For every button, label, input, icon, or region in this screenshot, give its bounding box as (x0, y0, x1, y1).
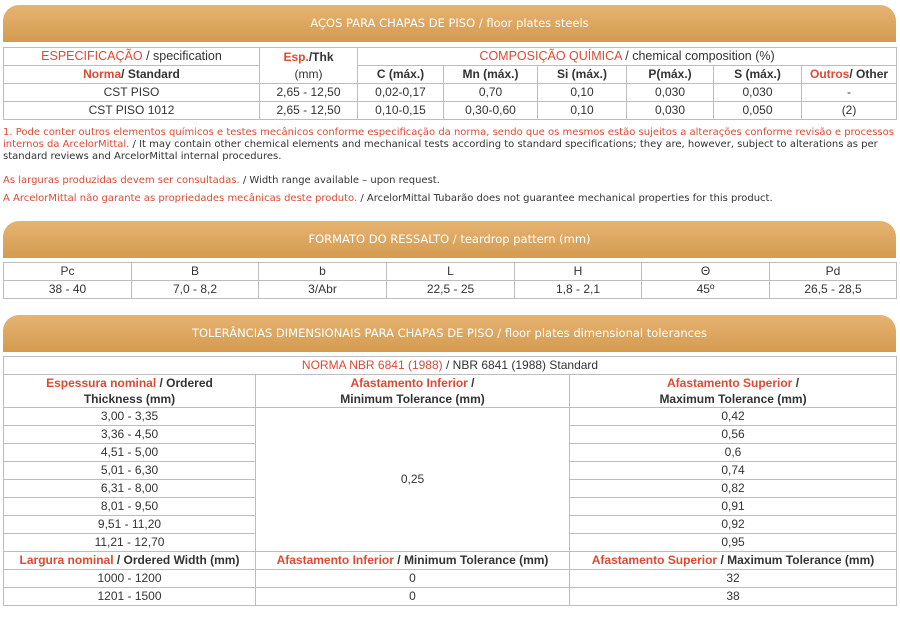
thickness-range: 8,01 - 9,50 (4, 498, 256, 516)
value-pd: 26,5 - 28,5 (770, 281, 897, 299)
si-value: 0,10 (538, 102, 627, 120)
standard-name: CST PISO 1012 (4, 102, 260, 120)
max-tolerance-value: 0,92 (570, 516, 897, 534)
section-header-tolerances: TOLERÂNCIAS DIMENSIONAIS PARA CHAPAS DE PISO / floor plates dimensional tolerances (3, 315, 896, 352)
value-theta: 45º (642, 281, 770, 299)
si-value: 0,10 (538, 84, 627, 102)
note-1: 1. Pode conter outros elementos químicos e testes mecânicos conforme especificação da norma, sendo que os mesmos estão sujeitos a alterações conforme revisão e processos internos da ArcelorMittal. / It may contain other chemical elements and mechanical tests according to standard specifications; they are, however, subject to alterations as per standard reviews and ArcelorMittal internal procedures. (3, 127, 894, 162)
composition-header: COMPOSIÇÃO QUÍMICA / chemical composition (%) (358, 48, 897, 66)
p-value: 0,030 (627, 102, 714, 120)
thickness-range: 6,31 - 8,00 (4, 480, 256, 498)
spec-header: ESPECIFICAÇÃO / specification (4, 48, 260, 66)
col-c-header: C (máx.) (358, 66, 444, 84)
table-row (4, 281, 897, 299)
col-other-header: Outros/ Other (802, 66, 897, 84)
mn-value: 0,70 (444, 84, 538, 102)
max-tolerance-value: 0,95 (570, 534, 897, 552)
max-tolerance-value: 0,42 (570, 408, 897, 426)
standard-name: CST PISO (4, 84, 260, 102)
thickness-range: 3,36 - 4,50 (4, 426, 256, 444)
s-value: 0,050 (714, 102, 802, 120)
s-value: 0,030 (714, 84, 802, 102)
header-pc: Pc (4, 263, 132, 281)
standard-caption: NORMA NBR 6841 (1988) / NBR 6841 (1988) Standard (4, 357, 897, 375)
thickness-range: 11,21 - 12,70 (4, 534, 256, 552)
header-b-lower: b (259, 263, 387, 281)
width-max-value: 38 (570, 588, 897, 606)
other-value: (2) (802, 102, 897, 120)
value-b-upper: 7,0 - 8,2 (132, 281, 259, 299)
value-b-lower: 3/Abr (259, 281, 387, 299)
thickness-range: 3,00 - 3,35 (4, 408, 256, 426)
thickness-col-header: Espessura nominal / Ordered Thickness (mm) (4, 375, 256, 408)
note-2: As larguras produzidas devem ser consultadas. / Width range available – upon request. (3, 175, 440, 186)
teardrop-table (3, 262, 897, 299)
table-row (4, 588, 897, 606)
min-tolerance-value: 0,25 (256, 408, 570, 552)
p-value: 0,030 (627, 84, 714, 102)
value-l: 22,5 - 25 (387, 281, 515, 299)
thickness-value: 2,65 - 12,50 (260, 102, 358, 120)
max-tolerance-value: 0,74 (570, 462, 897, 480)
max-tolerance-value: 0,56 (570, 426, 897, 444)
min-tolerance-col-header: Afastamento Inferior / Minimum Tolerance (mm) (256, 375, 570, 408)
thickness-header: Esp./Thk (mm) (260, 48, 358, 84)
width-min-value: 0 (256, 588, 570, 606)
col-p-header: P(máx.) (627, 66, 714, 84)
value-pc: 38 - 40 (4, 281, 132, 299)
header-pd: Pd (770, 263, 897, 281)
width-range: 1000 - 1200 (4, 570, 256, 588)
table-row (4, 408, 897, 426)
col-s-header: S (máx.) (714, 66, 802, 84)
thickness-range: 4,51 - 5,00 (4, 444, 256, 462)
max-tolerance-value: 0,6 (570, 444, 897, 462)
header-b-upper: B (132, 263, 259, 281)
mn-value: 0,30-0,60 (444, 102, 538, 120)
other-value: - (802, 84, 897, 102)
col-mn-header: Mn (máx.) (444, 66, 538, 84)
chemical-composition-table (3, 47, 897, 120)
header-theta: Θ (642, 263, 770, 281)
table-row (4, 570, 897, 588)
max-tolerance-value: 0,91 (570, 498, 897, 516)
width-range: 1201 - 1500 (4, 588, 256, 606)
tolerances-table (3, 356, 897, 606)
table-row (4, 84, 897, 102)
c-value: 0,02-0,17 (358, 84, 444, 102)
table-row (4, 102, 897, 120)
max-tolerance-col-header: Afastamento Superior / Maximum Tolerance (mm) (570, 375, 897, 408)
value-h: 1,8 - 2,1 (515, 281, 642, 299)
width-max-value: 32 (570, 570, 897, 588)
width-min-col-header: Afastamento Inferior / Minimum Tolerance (mm) (256, 552, 570, 570)
width-col-header: Largura nominal / Ordered Width (mm) (4, 552, 256, 570)
c-value: 0,10-0,15 (358, 102, 444, 120)
thickness-value: 2,65 - 12,50 (260, 84, 358, 102)
header-l: L (387, 263, 515, 281)
standard-header: Norma/ Standard (4, 66, 260, 84)
thickness-range: 5,01 - 6,30 (4, 462, 256, 480)
header-h: H (515, 263, 642, 281)
width-min-value: 0 (256, 570, 570, 588)
section-header-steels: AÇOS PARA CHAPAS DE PISO / floor plates steels (3, 5, 896, 42)
note-3: A ArcelorMittal não garante as propriedades mecânicas deste produto. / ArcelorMittal Tubarão does not guarantee mechanical properties for this product. (3, 193, 773, 204)
thickness-range: 9,51 - 11,20 (4, 516, 256, 534)
max-tolerance-value: 0,82 (570, 480, 897, 498)
width-max-col-header: Afastamento Superior / Maximum Tolerance (mm) (570, 552, 897, 570)
col-si-header: Si (máx.) (538, 66, 627, 84)
section-header-teardrop: FORMATO DO RESSALTO / teardrop pattern (mm) (3, 221, 896, 258)
